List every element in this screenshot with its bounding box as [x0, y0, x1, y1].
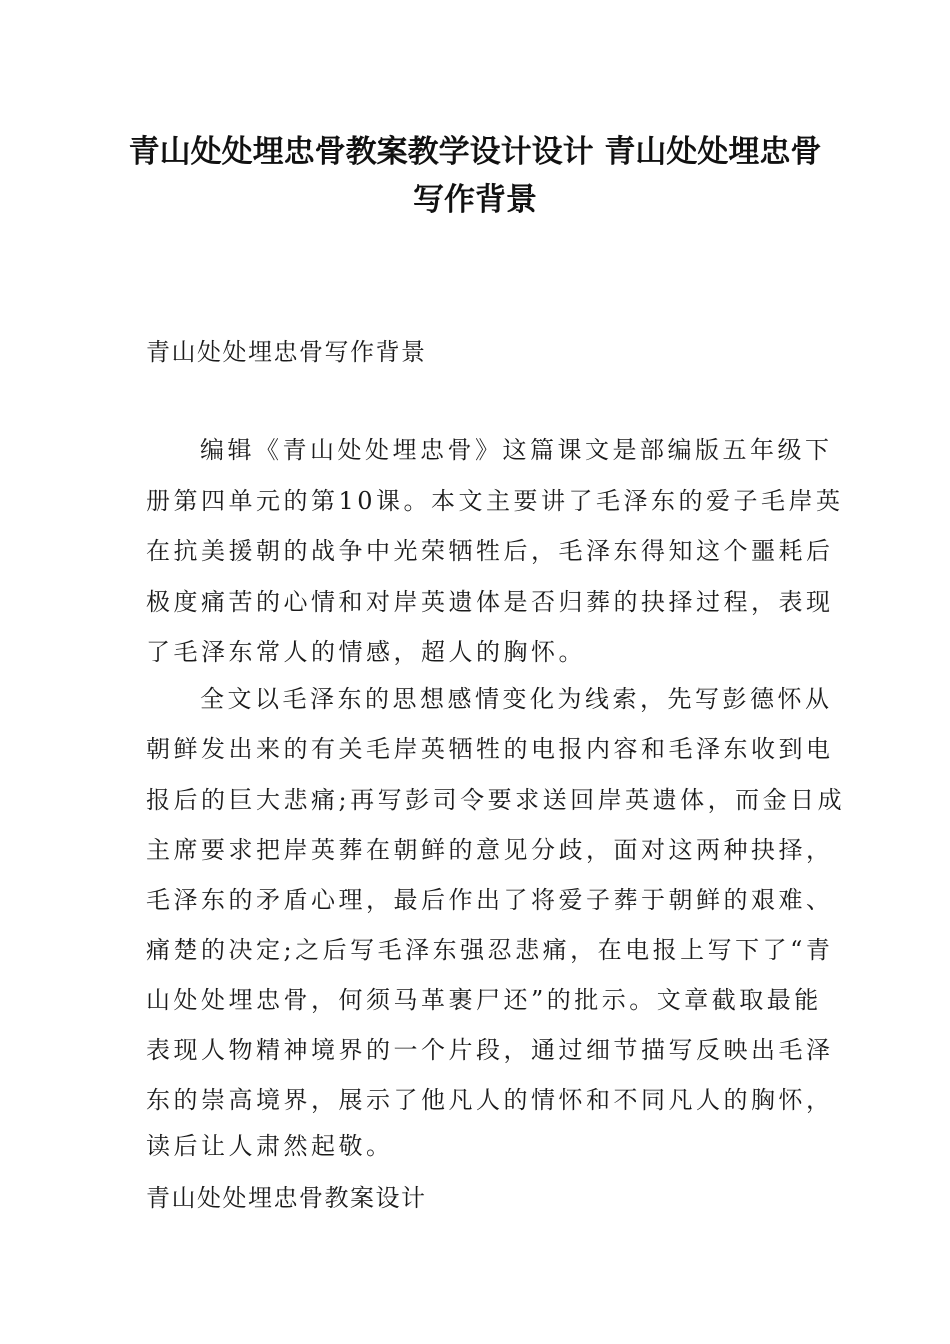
section-heading-lesson-plan: 青山处处埋忠骨教案设计: [146, 1184, 427, 1212]
section-heading-writing-background: 青山处处埋忠骨写作背景: [146, 338, 427, 366]
paragraph-line: 报后的巨大悲痛;再写彭司令要求送回岸英遗体，而金日成: [146, 786, 846, 814]
paragraph-line: 毛泽东的矛盾心理，最后作出了将爱子葬于朝鲜的艰难、: [146, 886, 834, 914]
paragraph-line: 山处处埋忠骨，何须马革裹尸还”的批示。文章截取最能: [146, 986, 822, 1014]
document-title-line-1: 青山处处埋忠骨教案教学设计设计 青山处处埋忠骨: [128, 134, 822, 170]
paragraph-line: 表现人物精神境界的一个片段，通过细节描写反映出毛泽: [146, 1036, 834, 1064]
document-title-line-2: 写作背景: [413, 182, 537, 218]
paragraph-line: 编辑《青山处处埋忠骨》这篇课文是部编版五年级下: [200, 436, 833, 464]
paragraph-line: 东的崇高境界，展示了他凡人的情怀和不同凡人的胸怀，: [146, 1086, 834, 1114]
paragraph-line: 了毛泽东常人的情感，超人的胸怀。: [146, 638, 586, 666]
paragraph-line: 朝鲜发出来的有关毛岸英牺牲的电报内容和毛泽东收到电: [146, 735, 834, 763]
paragraph-line: 痛楚的决定;之后写毛泽东强忍悲痛，在电报上写下了“青: [146, 936, 834, 964]
paragraph-line: 册第四单元的第10课。本文主要讲了毛泽东的爱子毛岸英: [146, 487, 844, 515]
paragraph-line: 在抗美援朝的战争中光荣牺牲后，毛泽东得知这个噩耗后: [146, 537, 834, 565]
paragraph-line: 极度痛苦的心情和对岸英遗体是否归葬的抉择过程，表现: [146, 588, 834, 616]
paragraph-line: 读后让人肃然起敬。: [146, 1132, 394, 1160]
paragraph-line: 全文以毛泽东的思想感情变化为线索，先写彭德怀从: [200, 685, 833, 713]
paragraph-line: 主席要求把岸英葬在朝鲜的意见分歧，面对这两种抉择，: [146, 836, 834, 864]
